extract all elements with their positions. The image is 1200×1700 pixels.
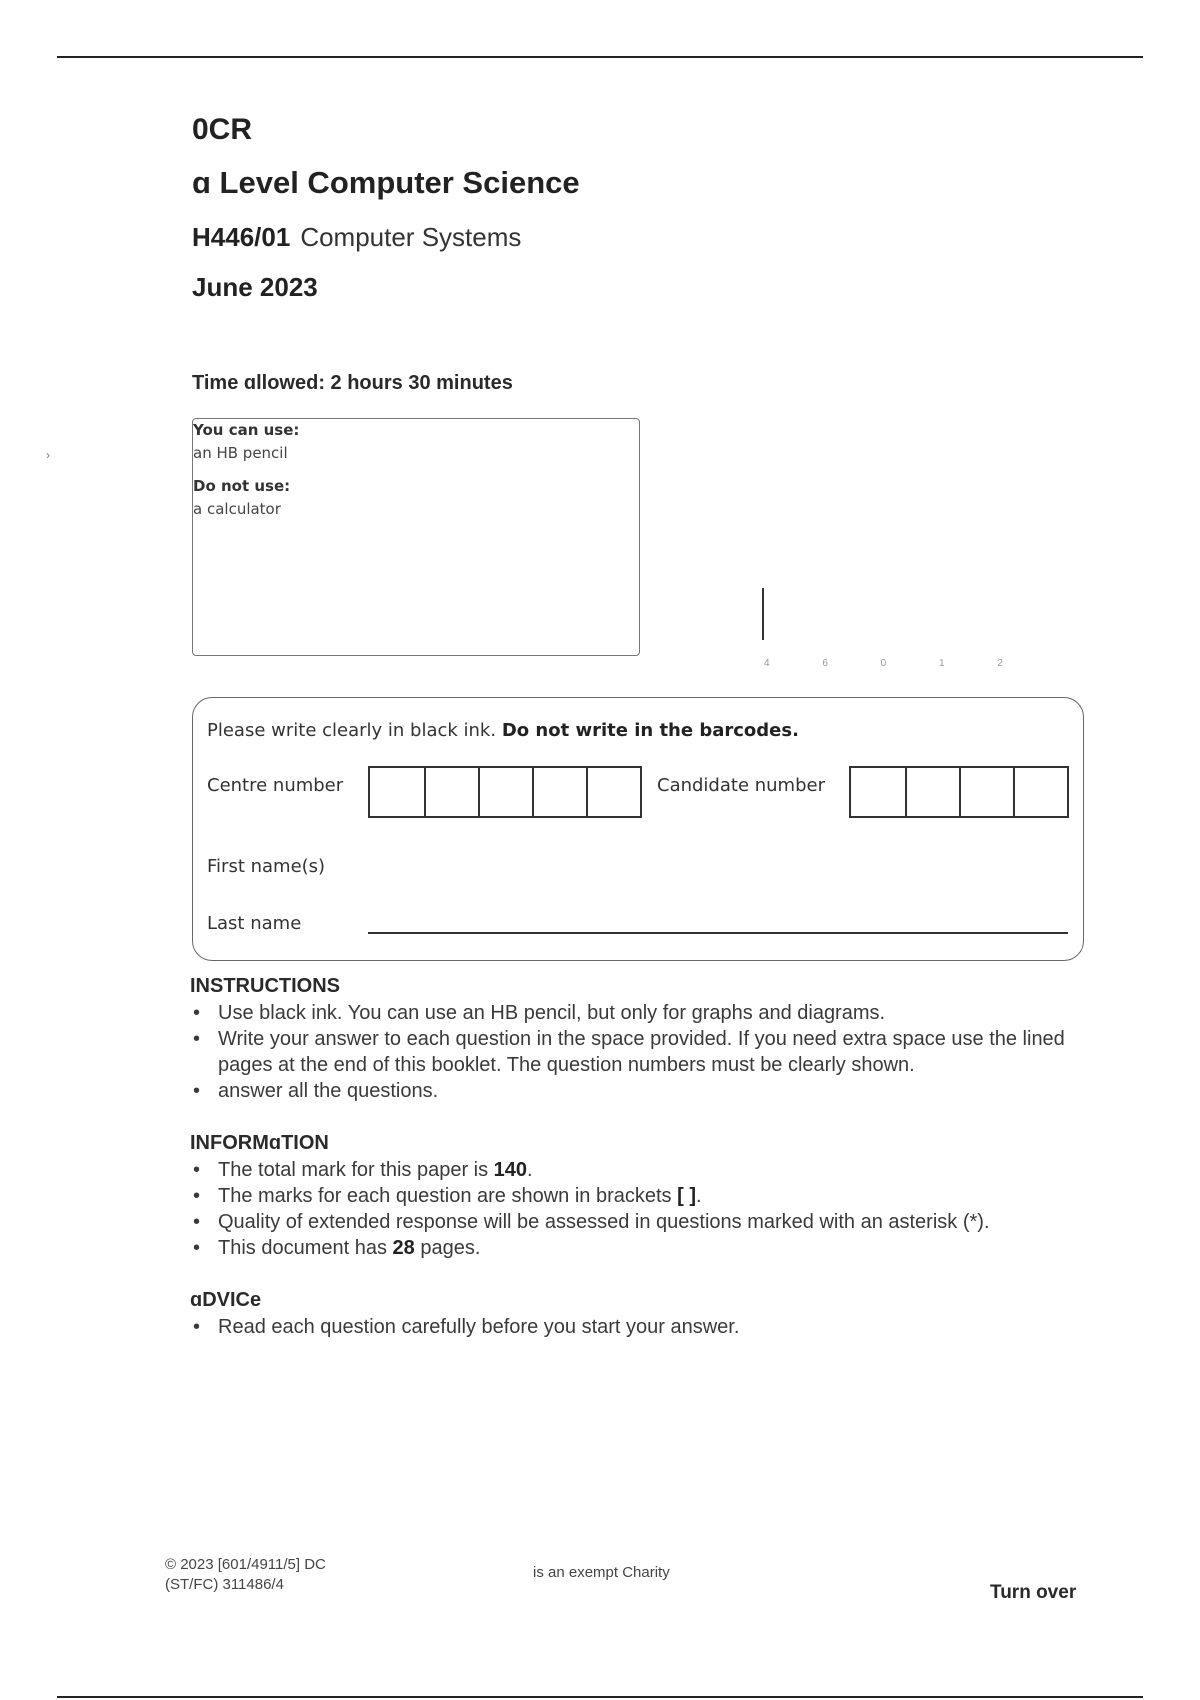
information-list: [190, 1157, 1090, 1261]
barcode-note: Do not write in the barcodes.: [501, 720, 799, 741]
centre-number-label: Centre number: [207, 775, 344, 796]
candidate-digit-box[interactable]: [1013, 768, 1067, 816]
pages-value: 28: [392, 1237, 415, 1259]
bottom-rule: [57, 1696, 1143, 1698]
cannot-use-item: a calculator: [193, 500, 281, 518]
candidate-digit-box[interactable]: [851, 768, 905, 816]
footer-copyright: [165, 1555, 326, 1595]
exam-session: June 2023: [192, 272, 318, 302]
candidate-digit-box[interactable]: [959, 768, 1013, 816]
charity-note: is an exempt Charity: [533, 1564, 670, 1581]
paper-code: H446/01: [192, 222, 291, 252]
top-rule: [57, 56, 1143, 58]
list-item: • Use black ink. You can use an HB pencil, but only for graphs and diagrams.: [190, 1000, 1090, 1026]
paper-heading: [192, 222, 521, 253]
pages-suffix: pages.: [420, 1237, 481, 1259]
cannot-use-label: Do not use:: [193, 477, 291, 495]
list-item: • answer all the questions.: [190, 1078, 1090, 1104]
list-item: • The total mark for this paper is 140.: [190, 1157, 1090, 1183]
candidate-details-box: [192, 697, 1084, 961]
centre-number-field[interactable]: [368, 766, 642, 818]
time-allowed: Time ɑllowed: 2 hours 30 minutes: [192, 372, 513, 394]
candidate-digit-box[interactable]: [905, 768, 959, 816]
last-name-field[interactable]: [368, 932, 1068, 934]
centre-digit-box[interactable]: [586, 768, 640, 816]
advice-heading: ɑDVICе: [190, 1289, 262, 1311]
list-item: • Read each question carefully before you start your answer.: [190, 1314, 1090, 1340]
candidate-number-field[interactable]: [849, 766, 1069, 818]
list-item: • Write your answer to each question in the space provided. If you need extra space use the lined pages at the end of this booklet. The question numbers must be clearly shown.: [190, 1026, 1090, 1078]
total-mark-text: The total mark for this paper is: [218, 1159, 489, 1181]
brackets-text: The marks for each question are shown in brackets: [218, 1185, 672, 1207]
ink-note-text: Please write clearly in black ink.: [207, 720, 497, 741]
paper-title: Computer Systems: [300, 222, 522, 252]
can-use-label: You can use:: [193, 421, 300, 439]
brackets-symbol: [ ]: [677, 1185, 697, 1207]
centre-digit-box[interactable]: [532, 768, 586, 816]
instructions-heading: INSTRUCTIONS: [190, 975, 340, 997]
reference-text: (ST/FC) 311486/4: [165, 1576, 284, 1593]
list-item: • The marks for each question are shown in brackets [ ].: [190, 1183, 1090, 1209]
pages-text: This document has: [218, 1237, 387, 1259]
list-item: • Quality of extended response will be assessed in questions marked with an asterisk (*).: [190, 1209, 1090, 1235]
barcode-icon: [762, 588, 764, 640]
candidate-number-label: Candidate number: [657, 775, 825, 796]
qualification-title: ɑ Level Computer Science: [192, 165, 580, 200]
total-mark-value: 140: [493, 1159, 528, 1181]
centre-digit-box[interactable]: [424, 768, 478, 816]
copyright-text: © 2023 [601/4911/5] DC: [165, 1556, 326, 1573]
side-mark: ›: [46, 448, 50, 462]
centre-digit-box[interactable]: [370, 768, 424, 816]
information-heading: INFORMɑTION: [190, 1132, 329, 1154]
can-use-item: an HB pencil: [193, 444, 288, 462]
centre-digit-box[interactable]: [478, 768, 532, 816]
ink-note: [207, 720, 799, 741]
org-name: 0CR: [192, 113, 253, 146]
list-item: [190, 1235, 1090, 1261]
instructions-list: [190, 1000, 1090, 1104]
last-name-label: Last name: [207, 913, 302, 934]
turn-over: Turn over: [990, 1582, 1077, 1603]
materials-box: [192, 418, 640, 656]
first-name-label: First name(s): [207, 856, 326, 877]
advice-list: [190, 1314, 1090, 1340]
barcode-digits: 4 6 0 1 2: [764, 658, 1028, 669]
